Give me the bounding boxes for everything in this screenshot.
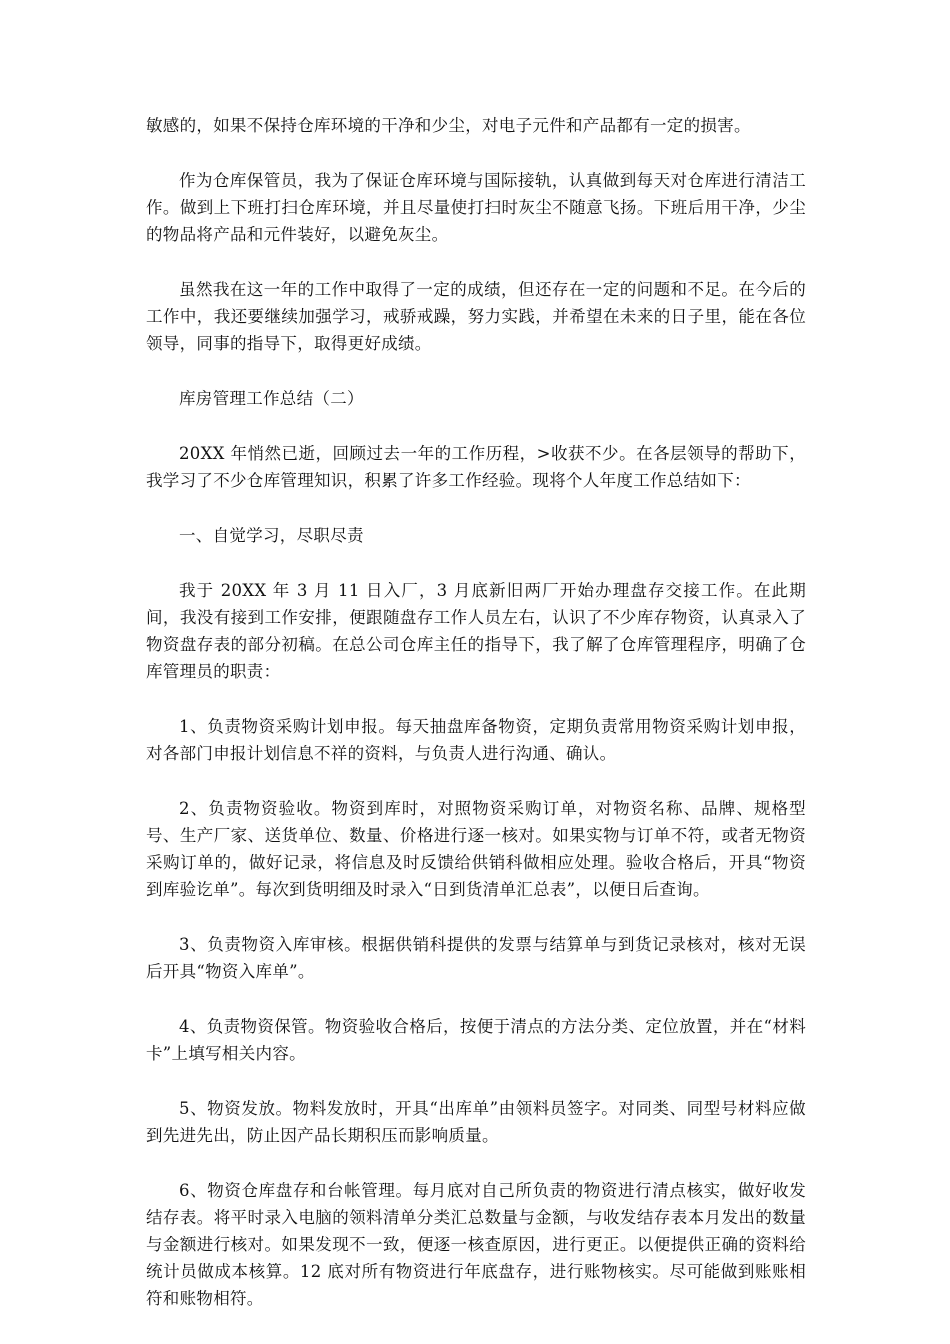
duty-item-6: 6、物资仓库盘存和台帐管理。每月底对自己所负责的物资进行清点核实，做好收发结存表。将平时录入电脑的领料清单分类汇总数量与金额，与收发结存表本月发出的数量与金额进行核对。如果发现不一致，便逐一核查原因，进行更正。以便提供正确的资料给统计员做成本核算。12 底对所有物资进行年底盘存，进行账物核实。尽可能做到账账相符和账物相符。 [146,1181,806,1308]
duty-item-3: 3、负责物资入库审核。根据供销科提供的发票与结算单与到货记录核对，核对无误后开具“物资入库单”。 [146,935,806,981]
subsection-title: 一、自觉学习，尽职尽责 [179,526,364,545]
paragraph-onboarding: 我于 20XX 年 3 月 11 日入厂，3 月底新旧两厂开始办理盘存交接工作。在此期间，我没有接到工作安排，便跟随盘存工作人员左右，认识了不少库存物资，认真录入了物资盘存表的部分初稿。在总公司仓库主任的指导下，我了解了仓库管理程序，明确了仓库管理员的职责： [146,581,806,681]
document-body [146,112,806,1340]
section-title: 库房管理工作总结（二） [179,389,364,408]
paragraph-cleaning: 作为仓库保管员，我为了保证仓库环境与国际接轨，认真做到每天对仓库进行清洁工作。做到上下班打扫仓库环境，并且尽量使打扫时灰尘不随意飞扬。下班后用干净，少尘的物品将产品和元件装好，以避免灰尘。 [146,171,806,244]
duty-item-1: 1、负责物资采购计划申报。每天抽盘库备物资，定期负责常用物资采购计划申报，对各部门申报计划信息不祥的资料，与负责人进行沟通、确认。 [146,717,806,763]
paragraph-continuation: 敏感的，如果不保持仓库环境的干净和少尘，对电子元件和产品都有一定的损害。 [146,116,751,135]
duty-item-5: 5、物资发放。物料发放时，开具“出库单”由领料员签字。对同类、同型号材料应做到先进先出，防止因产品长期积压而影响质量。 [146,1099,806,1145]
paragraph-intro: 20XX 年悄然已逝，回顾过去一年的工作历程，>收获不少。在各层领导的帮助下，我学习了不少仓库管理知识，积累了许多工作经验。现将个人年度工作总结如下： [146,444,806,490]
paragraph-shortcomings: 虽然我在这一年的工作中取得了一定的成绩，但还存在一定的问题和不足。在今后的工作中，我还要继续加强学习，戒骄戒躁，努力实践，并希望在未来的日子里，能在各位领导，同事的指导下，取得更好成绩。 [146,280,806,353]
duty-item-4: 4、负责物资保管。物资验收合格后，按便于清点的方法分类、定位放置，并在“材料卡”上填写相关内容。 [146,1017,806,1063]
duty-item-2: 2、负责物资验收。物资到库时，对照物资采购订单，对物资名称、品牌、规格型号、生产厂家、送货单位、数量、价格进行逐一核对。如果实物与订单不符，或者无物资采购订单的，做好记录，将信息及时反馈给供销科做相应处理。验收合格后，开具“物资到库验讫单”。每次到货明细及时录入“日到货清单汇总表”，以便日后查询。 [146,799,806,899]
